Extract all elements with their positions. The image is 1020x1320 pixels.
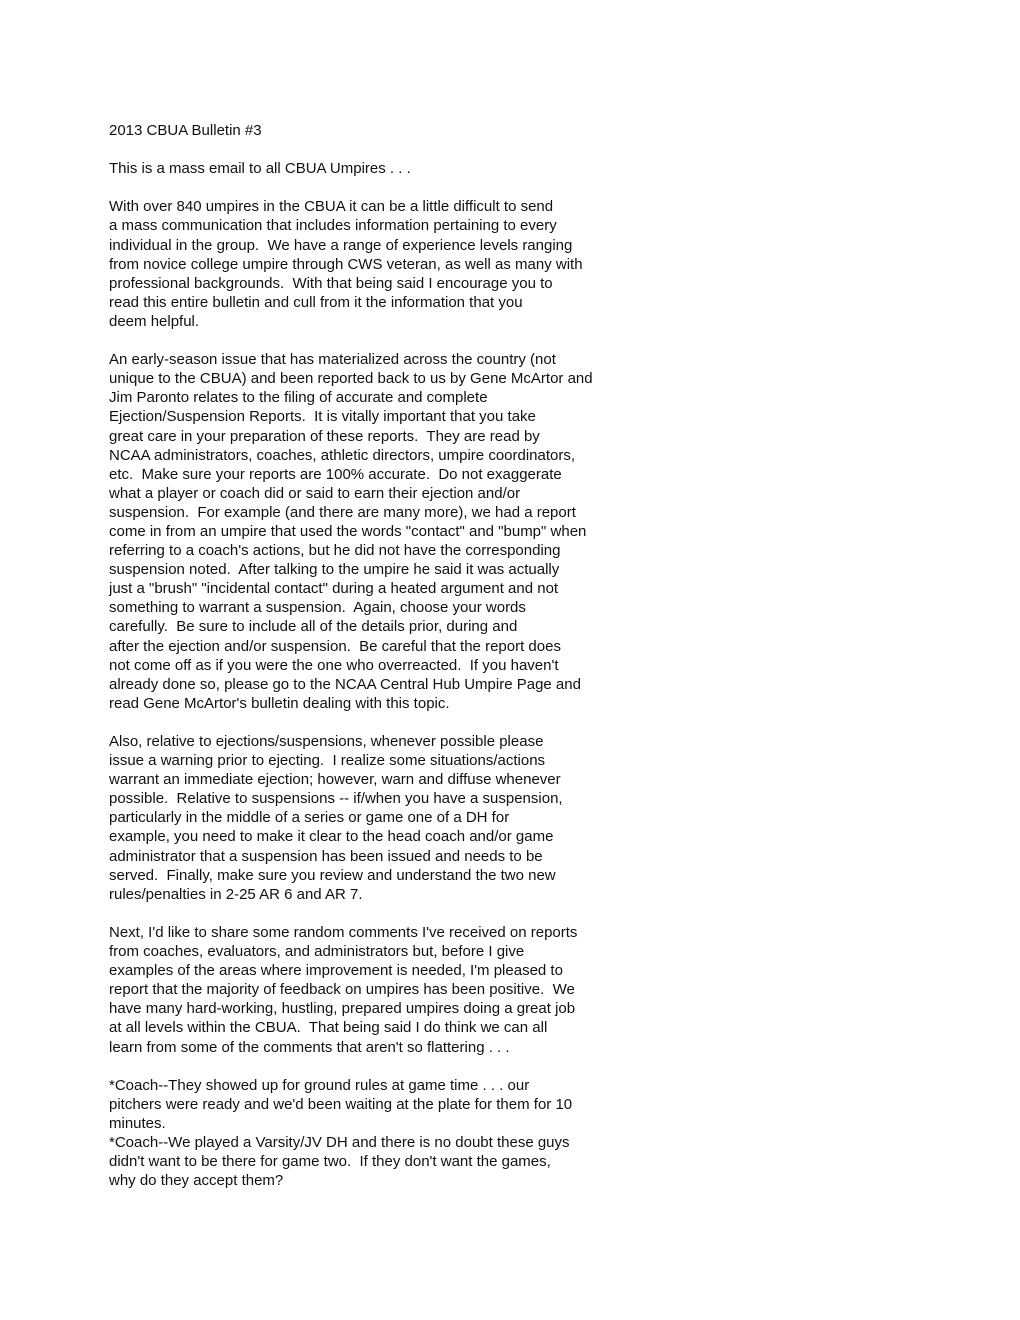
text-line: didn't want to be there for game two. If they don't want the games, [109,1153,551,1171]
paragraph-overview [109,197,669,331]
text-line: learn from some of the comments that aren't so flattering . . . [109,1038,510,1056]
text-line: after the ejection and/or suspension. Be careful that the report does [109,637,561,655]
text-line: at all levels within the CBUA. That being said I do think we can all [109,1019,548,1037]
text-line: deem helpful. [109,312,200,330]
text-line: An early-season issue that has materialized across the country (not [109,351,556,369]
text-line: warrant an immediate ejection; however, warn and diffuse whenever [109,771,561,789]
text-line: administrator that a suspension has been issued and needs to be [109,847,543,865]
text-line: served. Finally, make sure you review and understand the two new [109,866,556,884]
text-line: carefully. Be sure to include all of the details prior, during and [109,618,518,636]
text-line: minutes. [109,1114,166,1132]
text-line: already done so, please go to the NCAA Central Hub Umpire Page and [109,675,581,693]
text-line: read Gene McArtor's bulletin dealing with this topic. [109,694,450,712]
text-line: rules/penalties in 2-25 AR 6 and AR 7. [109,885,363,903]
text-line: With over 840 umpires in the CBUA it can be a little difficult to send [109,198,554,216]
paragraph-ejection-reports [109,350,669,713]
text-line: This is a mass email to all CBUA Umpires . . . [109,160,411,178]
bulletin-title: 2013 CBUA Bulletin #3 [109,122,262,139]
text-line: Also, relative to ejections/suspensions, whenever possible please [109,733,544,750]
bulletin-body [109,121,669,1190]
text-line: examples of the areas where improvement is needed, I'm pleased to [109,962,563,980]
text-line: a mass communication that includes information pertaining to every [109,217,557,235]
paragraph-feedback [109,923,669,1057]
text-line: what a player or coach did or said to earn their ejection and/or [109,484,521,502]
text-line: suspension. For example (and there are many more), we had a report [109,503,576,521]
text-line: professional backgrounds. With that being said I encourage you to [109,274,553,292]
text-line: pitchers were ready and we'd been waiting at the plate for them for 10 [109,1095,573,1113]
text-line: possible. Relative to suspensions -- if/when you have a suspension, [109,790,563,808]
text-line: from coaches, evaluators, and administrators but, before I give [109,943,525,961]
text-line: etc. Make sure your reports are 100% accurate. Do not exaggerate [109,465,562,483]
text-line: example, you need to make it clear to the head coach and/or game [109,828,554,846]
text-line: great care in your preparation of these reports. They are read by [109,427,540,445]
text-line: *Coach--We played a Varsity/JV DH and there is no doubt these guys [109,1133,570,1151]
text-line: Ejection/Suspension Reports. It is vitally important that you take [109,408,536,426]
paragraph-coach-comments [109,1076,669,1191]
text-line: Jim Paronto relates to the filing of accurate and complete [109,389,488,407]
text-line: from novice college umpire through CWS veteran, as well as many with [109,255,583,273]
text-line: Next, I'd like to share some random comments I've received on reports [109,923,578,941]
text-line: read this entire bulletin and cull from it the information that you [109,293,523,311]
text-line: something to warrant a suspension. Again, choose your words [109,599,526,617]
text-line: come in from an umpire that used the words "contact" and "bump" when [109,522,587,540]
text-line: NCAA administrators, coaches, athletic directors, umpire coordinators, [109,446,576,464]
text-line: not come off as if you were the one who overreacted. If you haven't [109,656,559,674]
text-line: why do they accept them? [109,1172,284,1190]
text-line: referring to a coach's actions, but he did not have the corresponding [109,542,561,560]
text-line: *Coach--They showed up for ground rules at game time . . . our [109,1076,530,1094]
text-line: issue a warning prior to ejecting. I realize some situations/actions [109,752,546,770]
text-line: unique to the CBUA) and been reported back to us by Gene McArtor and [109,370,593,388]
text-line: suspension noted. After talking to the umpire he said it was actually [109,561,560,579]
text-line: individual in the group. We have a range of experience levels ranging [109,236,573,254]
paragraph-suspensions [109,732,669,904]
paragraph-intro [109,159,669,178]
text-line: have many hard-working, hustling, prepared umpires doing a great job [109,1000,576,1018]
text-line: just a "brush" "incidental contact" during a heated argument and not [109,580,559,598]
text-line: particularly in the middle of a series or game one of a DH for [109,809,510,827]
bulletin-title-block [109,121,669,140]
text-line: report that the majority of feedback on umpires has been positive. We [109,981,575,999]
